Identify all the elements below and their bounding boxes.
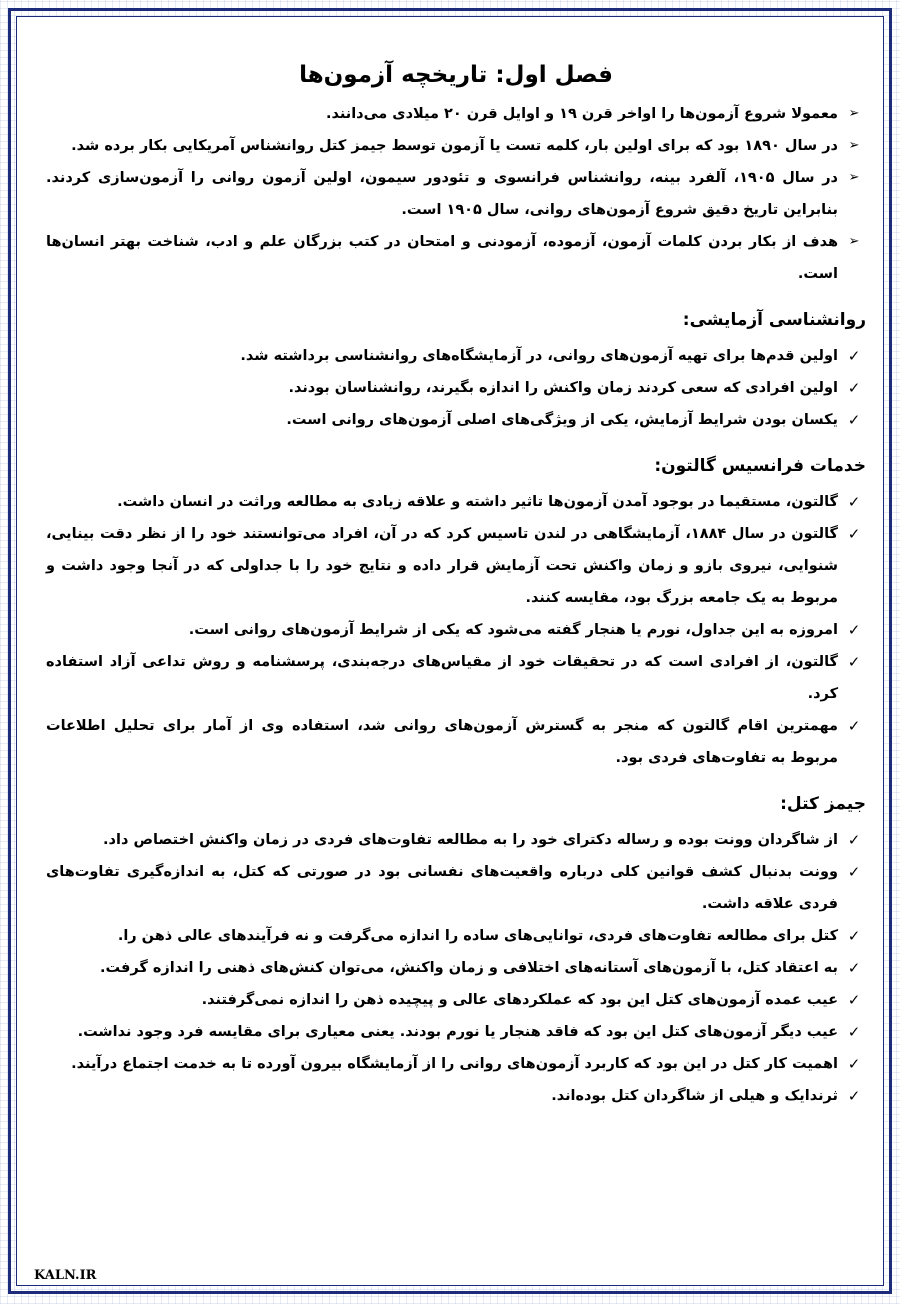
check-icon: ✓ (847, 347, 861, 365)
watermark-text: KALN.IR (34, 1268, 97, 1283)
intro-list (46, 98, 866, 290)
list-item-text: در سال ۱۸۹۰ بود که برای اولین بار، کلمه تست یا آزمون توسط جیمز کتل روانشناس آمریکایی بکار برده شد. (71, 138, 838, 154)
check-icon: ✓ (847, 379, 861, 397)
check-icon: ✓ (847, 991, 861, 1009)
list-item (46, 372, 866, 404)
list-item-text: به اعتقاد کتل، با آزمون‌های آستانه‌های اختلافی و زمان واکنش، می‌توان کنش‌های ذهنی را اندازه گرفت. (100, 960, 838, 976)
section-heading-cattell: جیمز کتل: (780, 794, 866, 814)
check-icon: ✓ (847, 959, 861, 977)
check-icon: ✓ (847, 717, 861, 735)
check-icon: ✓ (847, 525, 861, 543)
list-item (46, 486, 866, 518)
list-item-text: امروزه به این جداول، نورم یا هنجار گفته می‌شود که یکی از شرایط آزمون‌های روانی است. (188, 622, 838, 638)
arrow-icon: ➢ (848, 234, 860, 249)
list-item (46, 856, 866, 920)
check-icon: ✓ (847, 863, 861, 881)
experimental-psychology-list (46, 340, 866, 436)
check-icon: ✓ (847, 1055, 861, 1073)
list-item-text: گالتون در سال ۱۸۸۴، آزمایشگاهی در لندن تاسیس کرد که در آن، افراد می‌توانستند خود را از نظر دقت بینایی، شنوایی، نیروی بازو و زمان واکنش تحت آزمایش قرار داده و نتایج خود را با جداولی که در آنجا وجود داشت و مربوط به یک جامعه بزرگ بود، مقایسه کنند. (46, 526, 838, 606)
list-item-text: عیب دیگر آزمون‌های کتل این بود که فاقد هنجار یا نورم بودند. یعنی معیاری برای مقایسه فرد وجود نداشت. (77, 1024, 838, 1040)
list-item (46, 824, 866, 856)
list-item-text: معمولا شروع آزمون‌ها را اواخر قرن ۱۹ و اوایل قرن ۲۰ میلادی می‌دانند. (325, 106, 838, 122)
check-icon: ✓ (847, 493, 861, 511)
list-item-text: ثرندایک و هیلی از شاگردان کتل بوده‌اند. (551, 1088, 838, 1104)
list-item-text: اولین قدم‌ها برای تهیه آزمون‌های روانی، در آزمایشگاه‌های روانشناسی برداشته شد. (240, 348, 838, 364)
check-icon: ✓ (847, 1087, 861, 1105)
list-item (46, 1080, 866, 1112)
list-item (46, 518, 866, 614)
list-item-text: یکسان بودن شرایط آزمایش، یکی از ویژگی‌های اصلی آزمون‌های روانی است. (286, 412, 838, 428)
section-heading-experimental-psychology: روانشناسی آزمایشی: (682, 310, 866, 330)
list-item-text: اهمیت کار کتل در این بود که کاربرد آزمون‌های روانی را از آزمایشگاه بیرون آورده تا به خدمت اجتماع درآیند. (71, 1056, 838, 1072)
list-item-text: وونت بدنبال کشف قوانین کلی درباره واقعیت‌های نفسانی بود در صورتی که کتل، به اندازه‌گیری تفاوت‌های فردی علاقه داشت. (46, 864, 838, 912)
check-icon: ✓ (847, 653, 861, 671)
check-icon: ✓ (847, 831, 861, 849)
list-item (46, 130, 866, 162)
list-item-text: گالتون، مستقیما در بوجود آمدن آزمون‌ها تاثیر داشته و علاقه زیادی به مطالعه وراثت در انسان داشت. (117, 494, 838, 510)
list-item-text: از شاگردان وونت بوده و رساله دکترای خود را به مطالعه تفاوت‌های فردی در زمان واکنش اختصاص داد. (103, 832, 838, 848)
check-icon: ✓ (847, 927, 861, 945)
check-icon: ✓ (847, 1023, 861, 1041)
check-icon: ✓ (847, 621, 861, 639)
list-item-text: مهمترین اقام گالتون که منجر به گسترش آزمون‌های روانی شد، استفاده وی از آمار برای تحلیل اطلاعات مربوط به تفاوت‌های فردی بود. (46, 718, 838, 766)
list-item-text: اولین افرادی که سعی کردند زمان واکنش را اندازه بگیرند، روانشناسان بودند. (288, 380, 838, 396)
list-item-text: عیب عمده آزمون‌های کتل این بود که عملکردهای عالی و پیچیده ذهن را اندازه نمی‌گرفتند. (201, 992, 838, 1008)
arrow-icon: ➢ (848, 138, 860, 153)
galton-list (46, 486, 866, 774)
list-item (46, 984, 866, 1016)
cattell-list (46, 824, 866, 1112)
document-title: فصل اول: تاریخچه آزمون‌ها (299, 62, 613, 88)
document-content (46, 62, 866, 1112)
arrow-icon: ➢ (848, 106, 860, 121)
list-item-text: گالتون، از افرادی است که در تحقیقات خود از مقیاس‌های درجه‌بندی، پرسشنامه و روش تداعی آزاد استفاده کرد. (46, 654, 838, 702)
list-item (46, 920, 866, 952)
list-item (46, 1048, 866, 1080)
list-item (46, 98, 866, 130)
section-heading-galton: خدمات فرانسیس گالتون: (654, 456, 866, 476)
check-icon: ✓ (847, 411, 861, 429)
list-item-text: در سال ۱۹۰۵، آلفرد بینه، روانشناس فرانسوی و تئودور سیمون، اولین آزمون روانی را آزمون‌سازی کردند. بنابراین تاریخ دقیق شروع آزمون‌های روانی، سال ۱۹۰۵ است. (46, 170, 838, 218)
list-item-text: کتل برای مطالعه تفاوت‌های فردی، توانایی‌های ساده را اندازه می‌گرفت و نه فرآیندهای عالی ذهن را. (117, 928, 838, 944)
list-item-text: هدف از بکار بردن کلمات آزمون، آزموده، آزمودنی و امتحان در کتب بزرگان علم و ادب، شناخت بهتر انسان‌ها است. (46, 234, 838, 282)
list-item (46, 952, 866, 984)
list-item (46, 1016, 866, 1048)
list-item (46, 226, 866, 290)
list-item (46, 404, 866, 436)
list-item (46, 646, 866, 710)
arrow-icon: ➢ (848, 170, 860, 185)
list-item (46, 614, 866, 646)
list-item (46, 340, 866, 372)
list-item (46, 710, 866, 774)
list-item (46, 162, 866, 226)
